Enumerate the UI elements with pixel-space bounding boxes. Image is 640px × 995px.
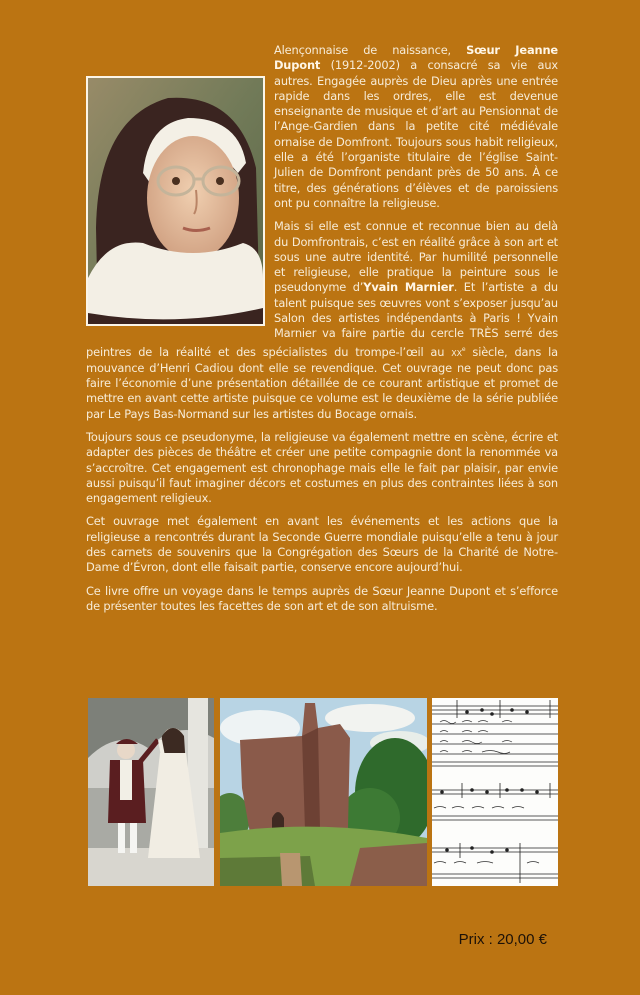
paragraph-1-intro: Alençonnaise de naissance, bbox=[274, 43, 467, 57]
paragraph-4: Cet ouvrage met également en avant les événements et les actions que la religieuse a rencontrés durant la Seconde Guerre mondiale puisqu’elle a tenu à jour des carnets de souvenirs que la Congrégation des Sœurs de la Charité de Notre-Dame d’Évron, dont elle faisait partie, conserve encore aujourd’hui. bbox=[86, 514, 558, 575]
nun-portrait-icon bbox=[88, 78, 263, 324]
photo-castle-ruin bbox=[220, 698, 427, 886]
century-numeral: XX bbox=[451, 348, 462, 358]
paragraph-5: Ce livre offre un voyage dans le temps auprès de Sœur Jeanne Dupont et s’efforce de présenter toutes les facettes de son art et de son altruisme. bbox=[86, 583, 558, 613]
price-label: Prix : 20,00 € bbox=[458, 931, 547, 948]
author-name: Sœur Jeanne Dupont bbox=[274, 43, 558, 73]
paragraph-2-text-middle: . Et l’artiste a du talent puisque ses œuvres vont s’exposer jusqu’au Salon des artistes indépendants à Paris ! Yvain Marnier va faire partie du cercle TRÈS serré des peintres de la réalité et des spécialistes du trompe-l’œil au bbox=[86, 280, 558, 359]
sheet-music-manuscript-icon bbox=[432, 698, 558, 886]
photo-sheet-music bbox=[432, 698, 558, 886]
paragraph-3: Toujours sous ce pseudonyme, la religieuse va également mettre en scène, écrire et adapter des pièces de théâtre et créer une petite compagnie dont la renommée va s’accroître. Cet engagement est chronophage mais elle le fait par plaisir, par envie aussi puisqu’il faut imaginer décors et costumes en plus des contraintes liées à son engagement religieux. bbox=[86, 429, 558, 506]
photo-costumed-children bbox=[88, 698, 214, 886]
portrait-painting bbox=[86, 76, 265, 326]
paragraph-1-text: (1912-2002) a consacré sa vie aux autres. Engagée auprès de Dieu après une entrée rapide dans les ordres, elle est devenue enseignante de musique et d’art au Pensionnat de l’Ange-Gardien dans la petite cité médiévale ornaise de Domfront. Toujours sous habit religieux, elle a été l’organiste titulaire de l’église Saint-Julien de Domfront pendant près de 50 ans. À ce titre, des générations d’élèves et de paroissiens ont pu connaître la religieuse. bbox=[274, 58, 558, 210]
costumed-children-photo-icon bbox=[88, 698, 214, 886]
century-superscript: e bbox=[461, 345, 466, 353]
pseudonym: Yvain Marnier bbox=[363, 280, 454, 295]
castle-ruin-painting-icon bbox=[220, 698, 427, 886]
text-body bbox=[86, 43, 558, 622]
paragraph-2-text-after: siècle, dans la mouvance d’Henri Cadiou dont elle se revendique. Cet ouvrage ne peut donc pas faire l’économie d’une présentation détaillée de ce courant artistique et promet de mettre en avant cette artiste puisque ce volume est le deuxième de la série publiée par Le Pays Bas-Normand sur les artistes du Bocage ornais. bbox=[86, 344, 558, 421]
paragraph-2-text-before: Mais si elle est connue et reconnue bien au delà du Domfrontrais, c’est en réalité grâce à son art et sous une autre identité. Par humilité personnelle et religieuse, elle pratique la peinture sous le pseudonyme d’ bbox=[274, 219, 558, 295]
